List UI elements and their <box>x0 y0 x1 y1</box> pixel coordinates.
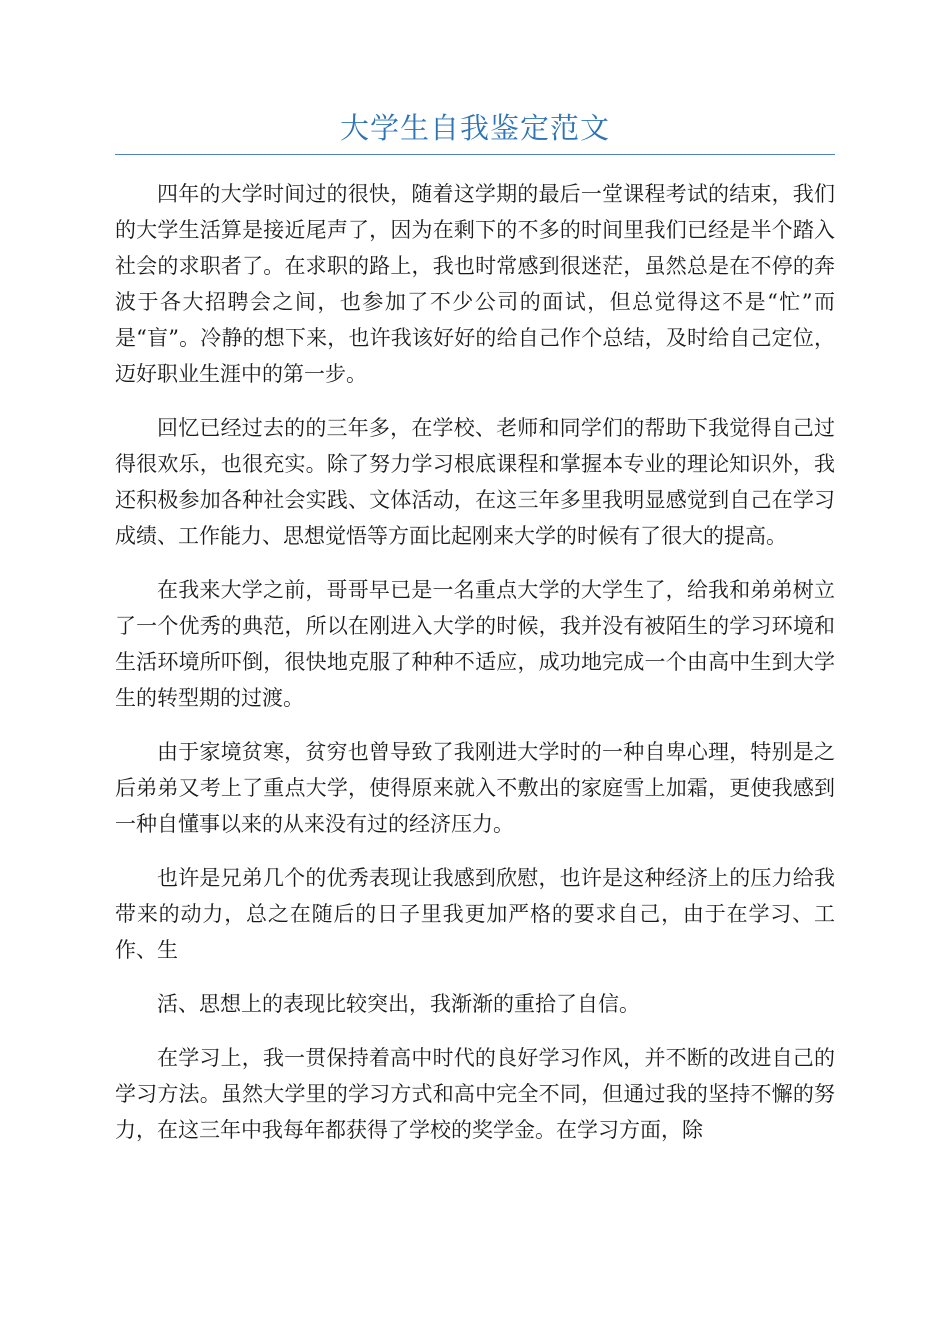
paragraph: 在学习上，我一贯保持着高中时代的良好学习作风，并不断的改进自己的学习方法。虽然大学里的学习方式和高中完全不同，但通过我的坚持不懈的努力，在这三年中我每年都获得了学校的奖学金。在学习方面，除 <box>115 1046 835 1142</box>
title-underline <box>115 154 835 155</box>
paragraph: 由于家境贫寒，贫穷也曾导致了我刚进大学时的一种自卑心理，特别是之后弟弟又考上了重点大学，使得原来就入不敷出的家庭雪上加霜，更使我感到一种自懂事以来的从来没有过的经济压力。 <box>115 740 835 836</box>
paragraph: 活、思想上的表现比较突出，我渐渐的重拾了自信。 <box>157 992 640 1016</box>
paragraph: 四年的大学时间过的很快，随着这学期的最后一堂课程考试的结束，我们的大学生活算是接近尾声了，因为在剩下的不多的时间里我们已经是半个踏入社会的求职者了。在求职的路上，我也时常感到很迷茫，虽然总是在不停的奔波于各大招聘会之间，也参加了不少公司的面试，但总觉得这不是“忙”而是“盲”。冷静的想下来，也许我该好好的给自己作个总结，及时给自己定位，迈好职业生涯中的第一步。 <box>115 182 835 386</box>
document-title: 大学生自我鉴定范文 <box>339 111 610 145</box>
paragraph: 在我来大学之前，哥哥早已是一名重点大学的大学生了，给我和弟弟树立了一个优秀的典范，所以在刚进入大学的时候，我并没有被陌生的学习环境和生活环境所吓倒，很快地克服了种种不适应，成功地完成一个由高中生到大学生的转型期的过渡。 <box>115 578 835 710</box>
paragraph: 也许是兄弟几个的优秀表现让我感到欣慰，也许是这种经济上的压力给我带来的动力，总之在随后的日子里我更加严格的要求自己，由于在学习、工作、生 <box>115 866 835 962</box>
document-body <box>115 176 835 1166</box>
paragraph: 回忆已经过去的的三年多，在学校、老师和同学们的帮助下我觉得自己过得很欢乐，也很充实。除了努力学习根底课程和掌握本专业的理论知识外，我还积极参加各种社会实践、文体活动，在这三年多里我明显感觉到自己在学习成绩、工作能力、思想觉悟等方面比起刚来大学的时候有了很大的提高。 <box>115 416 835 548</box>
